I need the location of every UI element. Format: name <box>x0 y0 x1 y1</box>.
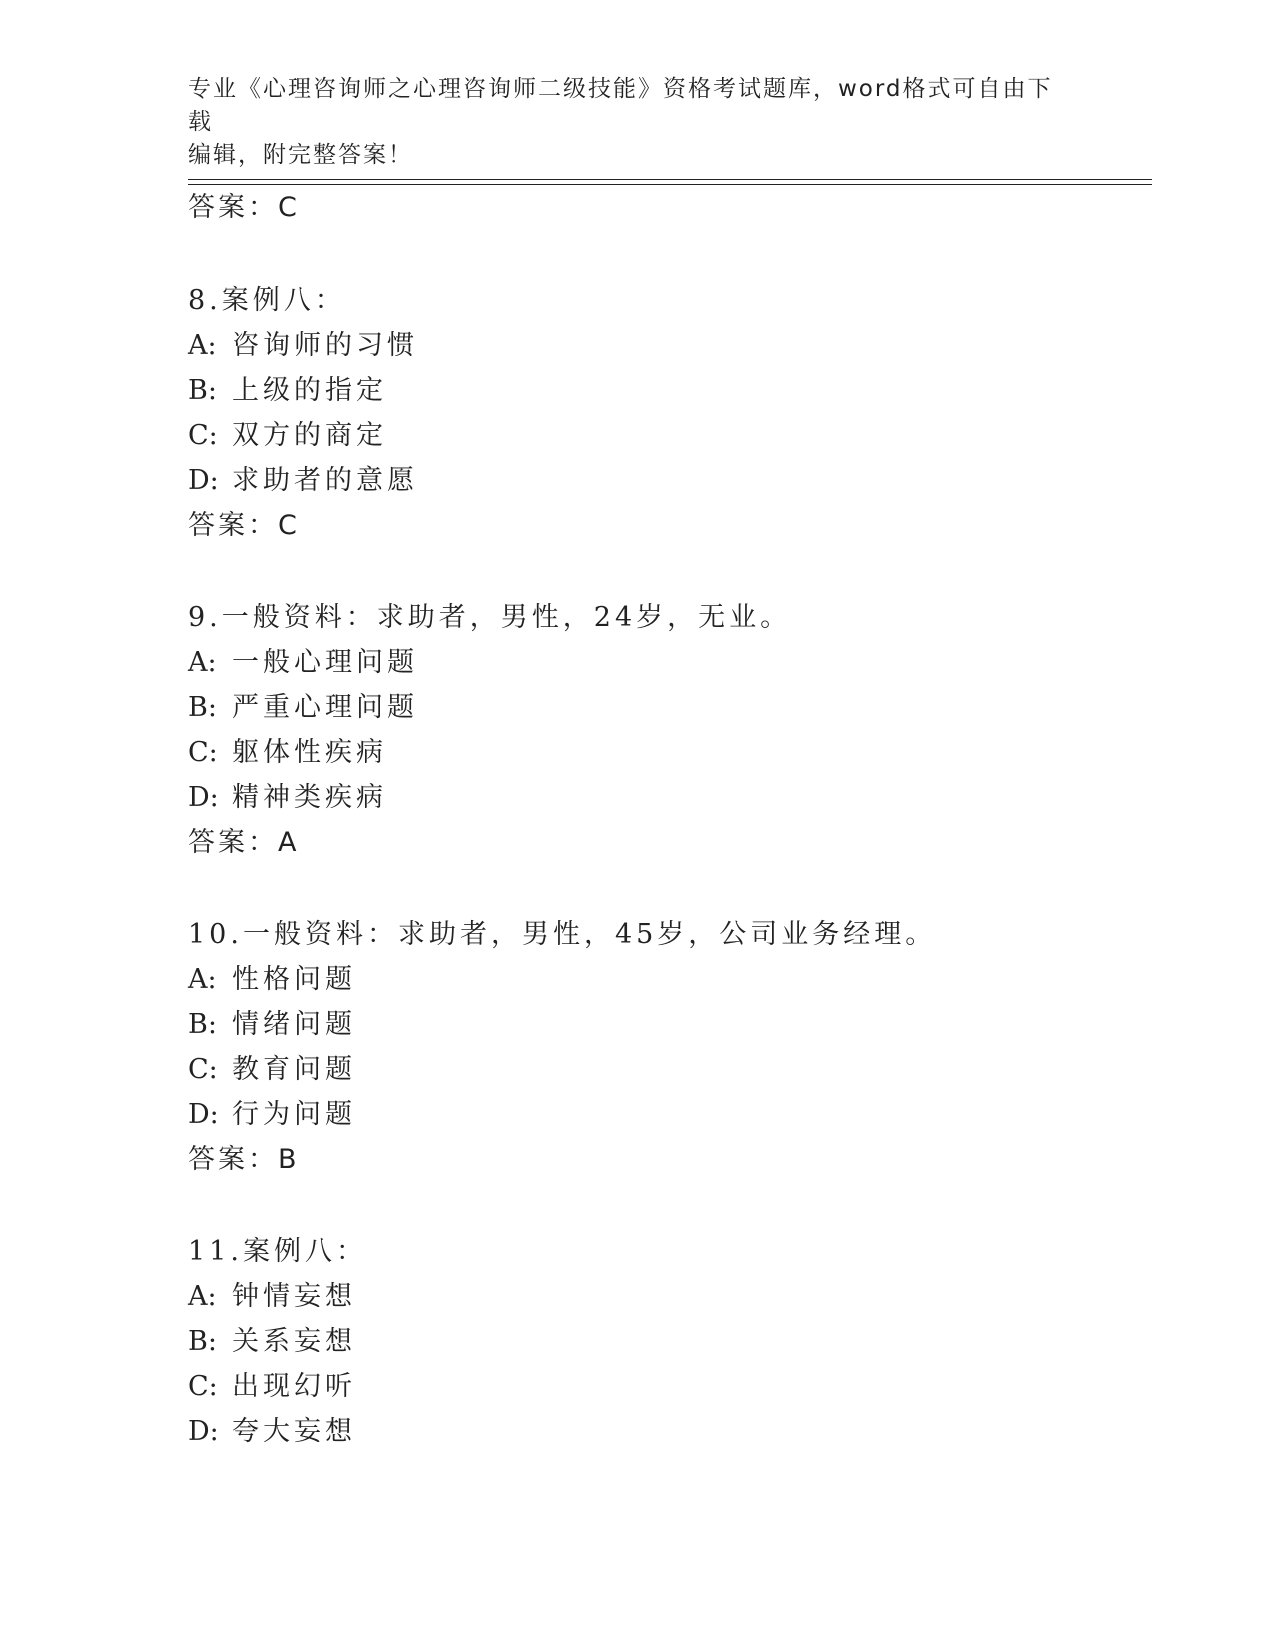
option-letter: D: <box>188 782 219 813</box>
answer-line: 答案：C <box>188 192 300 223</box>
document-header <box>188 73 1068 172</box>
option-item <box>188 1052 356 1088</box>
option-text: 躯体性疾病 <box>232 737 387 768</box>
option-text: 双方的商定 <box>232 420 387 451</box>
option-item <box>188 645 418 681</box>
option-text: 出现幻听 <box>232 1371 356 1402</box>
option-text: 求助者的意愿 <box>232 465 418 496</box>
option-item <box>188 1324 356 1360</box>
answer-line: 答案：A <box>188 827 300 858</box>
answer-line: 答案：C <box>188 510 300 541</box>
option-text: 教育问题 <box>232 1054 356 1085</box>
option-item <box>188 463 418 499</box>
option-item <box>188 735 387 771</box>
option-item <box>188 1279 356 1315</box>
option-text: 情绪问题 <box>232 1009 356 1040</box>
option-letter: C: <box>188 737 218 768</box>
option-item <box>188 1007 356 1043</box>
option-text: 上级的指定 <box>232 375 387 406</box>
option-letter: A: <box>188 964 217 995</box>
option-letter: C: <box>188 1371 218 1402</box>
option-letter: B: <box>188 1326 217 1357</box>
option-item <box>188 690 418 726</box>
option-item <box>188 780 387 816</box>
option-letter: D: <box>188 465 219 496</box>
option-letter: A: <box>188 647 217 678</box>
option-text: 钟情妄想 <box>232 1281 356 1312</box>
option-letter: C: <box>188 420 218 451</box>
question-title: 11.案例八： <box>188 1236 367 1267</box>
option-item <box>188 1414 356 1450</box>
question-title: 8.案例八： <box>188 285 346 316</box>
option-letter: A: <box>188 330 217 361</box>
question-title: 9.一般资料：求助者，男性，24岁，无业。 <box>188 602 792 633</box>
option-letter: B: <box>188 692 217 723</box>
option-text: 一般心理问题 <box>232 647 418 678</box>
option-item <box>188 1097 356 1133</box>
option-item <box>188 962 356 998</box>
option-letter: D: <box>188 1099 219 1130</box>
question-title: 10.一般资料：求助者，男性，45岁，公司业务经理。 <box>188 919 937 950</box>
option-text: 关系妄想 <box>232 1326 356 1357</box>
option-letter: D: <box>188 1416 219 1447</box>
option-letter: B: <box>188 375 217 406</box>
option-item <box>188 1369 356 1405</box>
option-text: 精神类疾病 <box>232 782 387 813</box>
header-line-1: 专业《心理咨询师之心理咨询师二级技能》资格考试题库，word格式可自由下载 <box>188 76 1053 135</box>
answer-line: 答案：B <box>188 1144 300 1175</box>
header-divider-bottom <box>188 184 1152 185</box>
option-text: 夸大妄想 <box>232 1416 356 1447</box>
option-text: 咨询师的习惯 <box>232 330 418 361</box>
option-letter: A: <box>188 1281 217 1312</box>
option-text: 性格问题 <box>232 964 356 995</box>
option-letter: C: <box>188 1054 218 1085</box>
option-text: 行为问题 <box>232 1099 356 1130</box>
option-item <box>188 418 387 454</box>
header-divider-top <box>188 179 1152 180</box>
option-letter: B: <box>188 1009 217 1040</box>
option-item <box>188 328 418 364</box>
option-text: 严重心理问题 <box>232 692 418 723</box>
option-item <box>188 373 387 409</box>
header-line-2: 编辑，附完整答案！ <box>188 142 413 168</box>
